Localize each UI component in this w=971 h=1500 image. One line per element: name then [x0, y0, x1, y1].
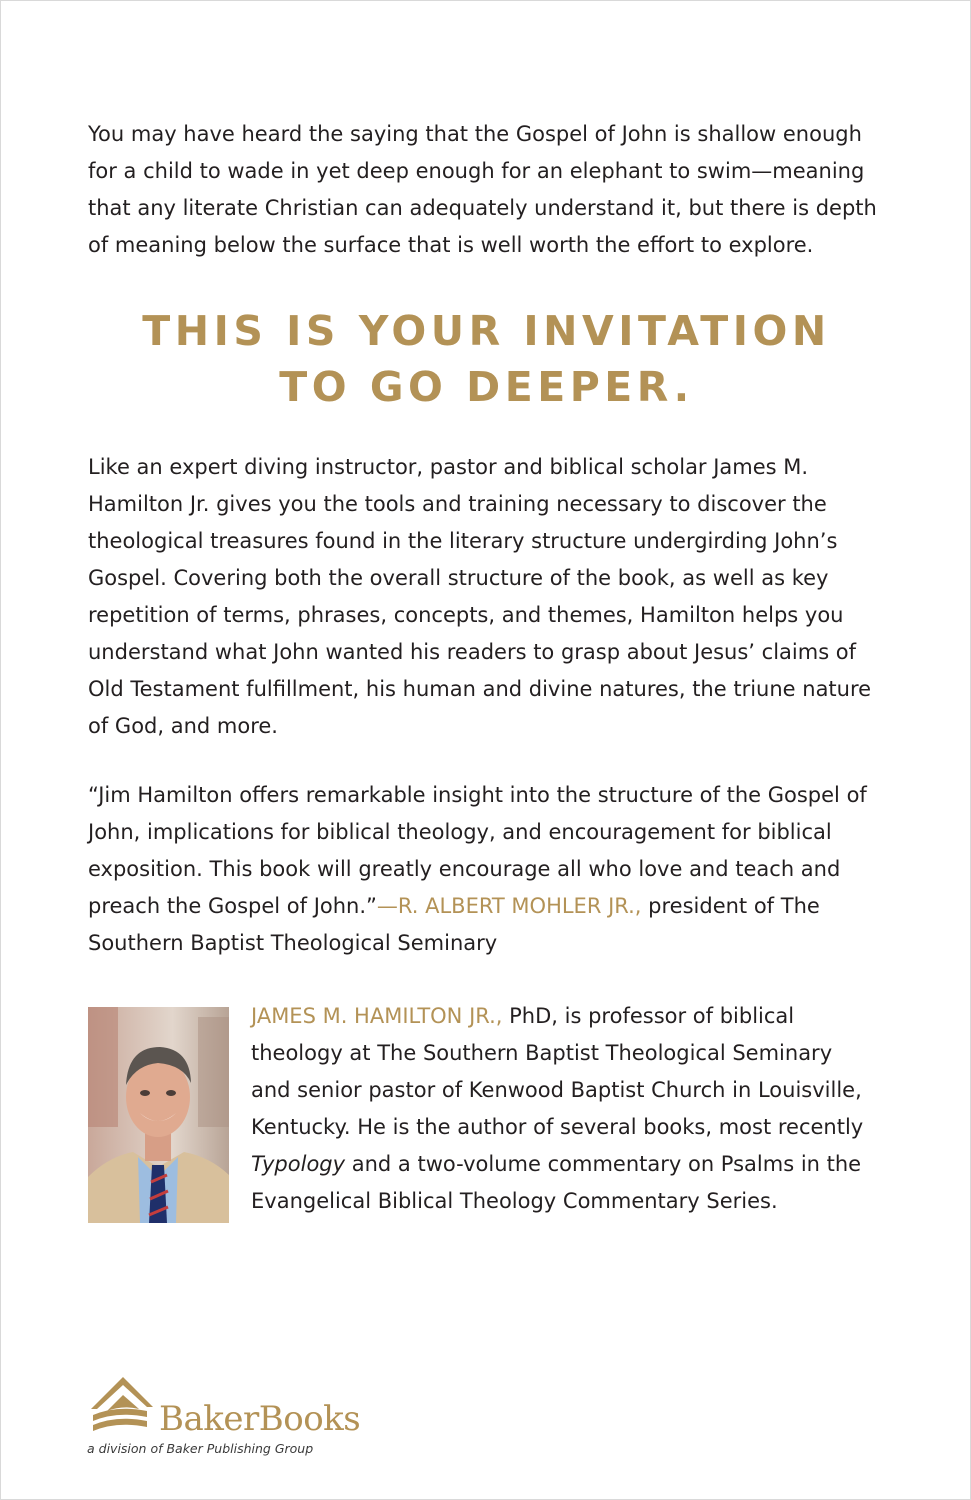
endorsement-author: —R. ALBERT MOHLER JR., [376, 894, 642, 918]
author-name: JAMES M. HAMILTON JR., [251, 1004, 503, 1028]
headline-line-1: THIS IS YOUR INVITATION [142, 307, 831, 355]
author-photo [88, 1007, 229, 1223]
headline-line-2: TO GO DEEPER. [279, 363, 694, 411]
publisher-name: BakerBooks [159, 1399, 361, 1439]
baker-books-logo-icon [87, 1373, 157, 1435]
author-bio [251, 998, 871, 1220]
author-portrait-icon [88, 1007, 229, 1223]
description-paragraph: Like an expert diving instructor, pastor and biblical scholar James M. Hamilton Jr. gives you the tools and training necessary to discover the theological treasures found in the literary structure undergirding John’s Gospel. Covering both the overall structure of the book, as well as key repetition of terms, phrases, concepts, and themes, Hamilton helps you understand what John wanted his readers to grasp about Jesus’ claims of Old Testament fulfillment, his human and divine natures, the triune nature of God, and more. [88, 455, 872, 738]
intro-paragraph: You may have heard the saying that the Gospel of John is shallow enough for a child to wade in yet deep enough for an elephant to swim—meaning that any literate Christian can adequately understand it, but there is depth of meaning below the surface that is well worth the effort to explore. [88, 122, 877, 257]
publisher-logo [87, 1373, 407, 1463]
endorsement-affiliation: president of The Southern Baptist Theological Seminary [88, 894, 820, 955]
headline [1, 303, 971, 415]
endorsement-quote: “Jim Hamilton offers remarkable insight into the structure of the Gospel of John, implications for biblical theology, and encouragement for biblical exposition. This book will greatly encourage all who love and teach and preach the Gospel of John.” [88, 783, 867, 918]
publisher-tagline: a division of Baker Publishing Group [87, 1441, 314, 1456]
endorsement [88, 777, 888, 962]
bio-text-2: and a two-volume commentary on Psalms in the Evangelical Biblical Theology Commentary Series. [251, 1152, 862, 1213]
bio-text-1: PhD, is professor of biblical theology at The Southern Baptist Theological Seminary and senior pastor of Kenwood Baptist Church in Louisville, Kentucky. He is the author of several books, most recently [251, 1004, 864, 1139]
book-title: Typology [251, 1152, 346, 1176]
